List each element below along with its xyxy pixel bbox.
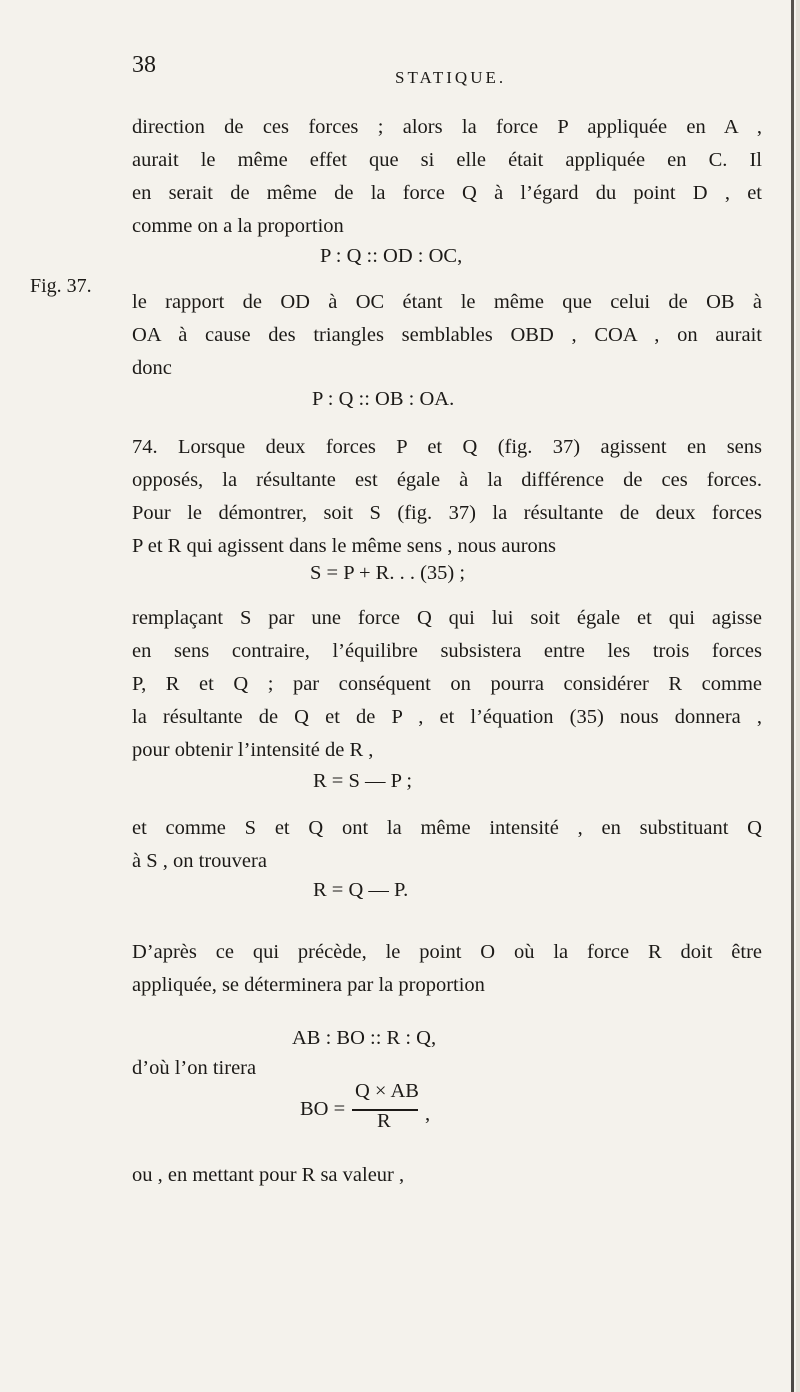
text-line: comme on a la proportion [132, 215, 344, 237]
paragraph-5 [132, 812, 762, 878]
formula-proportion-ob-oa: P : Q :: OB : OA. [312, 388, 455, 410]
paragraph-2 [132, 286, 762, 385]
margin-figure-reference: Fig. 37. [30, 275, 92, 297]
paragraph-1 [132, 111, 762, 243]
fraction-denominator: R [377, 1110, 391, 1132]
text-line: appliquée, se déterminera par la proportion [132, 974, 485, 996]
text-line: opposés, la résultante est égale à la différence de ces forces. [132, 469, 762, 491]
page-edge-shadow [796, 0, 800, 1392]
equation-bo-fraction [300, 1080, 500, 1150]
paragraph-74 [132, 431, 762, 563]
equation-35: S = P + R. . . (35) ; [310, 562, 466, 584]
fraction-trailing-comma: , [425, 1103, 431, 1125]
text-line: direction de ces forces ; alors la force P appliquée en A , [132, 116, 762, 138]
page-edge [791, 0, 794, 1392]
text-line: d’où l’on tirera [132, 1057, 257, 1079]
paragraph-6 [132, 936, 762, 1002]
text-line: remplaçant S par une force Q qui lui soit égale et qui agisse [132, 607, 762, 629]
formula-proportion-ab-bo: AB : BO :: R : Q, [292, 1027, 437, 1049]
page-number: 38 [132, 52, 156, 78]
text-line: D’après ce qui précède, le point O où la force R doit être [132, 941, 762, 963]
text-line: en serait de même de la force Q à l’égard du point D , et [132, 182, 762, 204]
paragraph-4 [132, 602, 762, 767]
equation-r-q-p: R = Q — P. [313, 879, 409, 901]
text-line: à S , on trouvera [132, 850, 267, 872]
text-line: OA à cause des triangles semblables OBD , COA , on aurait [132, 324, 762, 346]
text-line: P et R qui agissent dans le même sens , nous aurons [132, 535, 556, 557]
equation-r-s-p: R = S — P ; [313, 770, 413, 792]
text-line: 74. Lorsque deux forces P et Q (fig. 37) agissent en sens [132, 436, 762, 458]
text-line: aurait le même effet que si elle était appliquée en C. Il [132, 149, 762, 171]
text-line: et comme S et Q ont la même intensité , en substituant Q [132, 817, 762, 839]
text-line: P, R et Q ; par conséquent on pourra considérer R comme [132, 673, 762, 695]
text-line: Pour le démontrer, soit S (fig. 37) la résultante de deux forces [132, 502, 762, 524]
text-line: pour obtenir l’intensité de R , [132, 739, 374, 761]
running-title: STATIQUE. [395, 68, 507, 87]
text-line: la résultante de Q et de P , et l’équation (35) nous donnera , [132, 706, 762, 728]
fraction-lhs: BO = [300, 1098, 346, 1120]
text-line: donc [132, 357, 172, 379]
fraction-numerator: Q × AB [355, 1080, 419, 1102]
text-line: en sens contraire, l’équilibre subsistera entre les trois forces [132, 640, 762, 662]
text-line: le rapport de OD à OC étant le même que celui de OB à [132, 291, 762, 313]
text-line: ou , en mettant pour R sa valeur , [132, 1164, 405, 1186]
formula-proportion-od-oc: P : Q :: OD : OC, [320, 245, 463, 267]
